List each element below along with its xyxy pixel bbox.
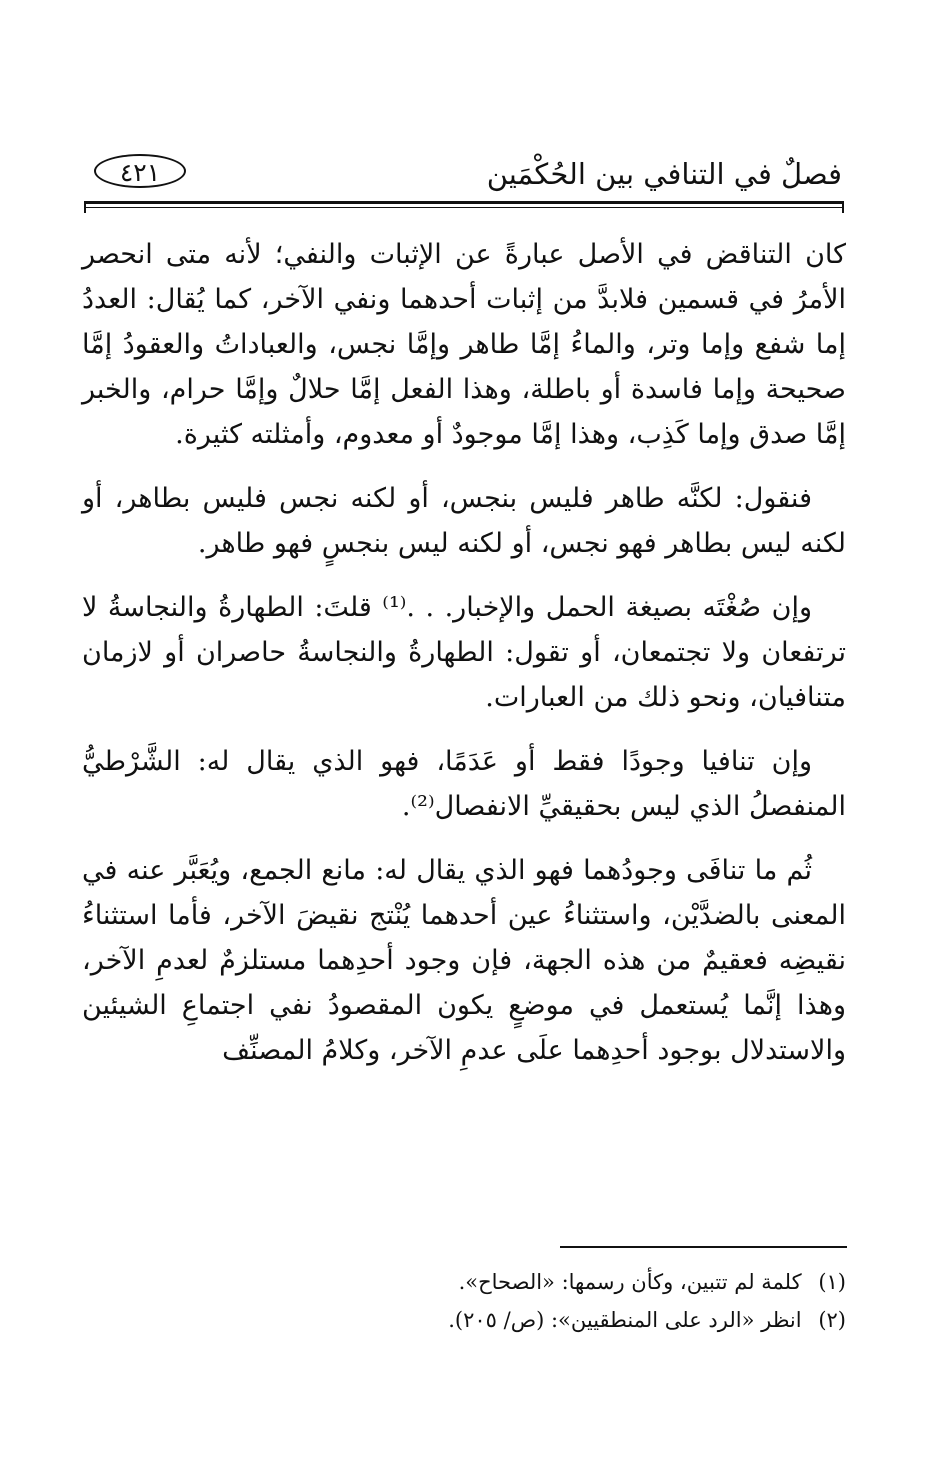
header-divider-end-right xyxy=(842,201,844,213)
header-divider-end-left xyxy=(84,201,86,213)
footnote-separator xyxy=(560,1246,847,1248)
footnote-text: كلمة لم تتبين، وكأن رسمها: «الصحاح». xyxy=(458,1270,802,1294)
paragraph: وإن صُغْتَه بصيغة الحمل والإخبار. . .⁽¹⁾ قلتَ: الطهارةُ والنجاسةُ لا ترتفعان ولا تجتمعان، أو تقول: الطهارةُ والنجاسةُ حاصران أو لازمان متنافيان، ونحو ذلك من العبارات. xyxy=(82,592,846,713)
footnote-number: (١) xyxy=(818,1270,846,1294)
main-text xyxy=(82,232,846,1073)
footnote xyxy=(82,1301,846,1339)
header-divider-thin xyxy=(86,207,842,208)
paragraph: فنقول: لكنَّه طاهر فليس بنجس، أو لكنه نجس فليس بطاهر، أو لكنه ليس بطاهر فهو نجس، أو لكنه ليس بنجسٍ فهو طاهر. xyxy=(82,483,846,559)
page-header xyxy=(86,150,842,202)
paragraph: كان التناقض في الأصل عبارةً عن الإثبات والنفي؛ لأنه متى انحصر الأمرُ في قسمين فلابدَّ من إثبات أحدهما ونفي الآخر، كما يُقال: العددُ إما شفع وإما وتر، والماءُ إمَّا طاهر وإمَّا نجس، والعباداتُ والعقودُ إمَّا صحيحة وإما فاسدة أو باطلة، وهذا الفعل إمَّا حلالٌ وإمَّا حرام، والخبر إمَّا صدق وإما كَذِب، وهذا إمَّا موجودٌ أو معدوم، وأمثلته كثيرة. xyxy=(82,239,846,450)
footnote xyxy=(82,1263,846,1301)
paragraph: ثُم ما تنافَى وجودُهما فهو الذي يقال له: مانع الجمع، ويُعَبَّر عنه في المعنى بالضدَّيْن، واستثناءُ عين أحدهما يُنْتج نقيضَ الآخر، فأما استثناءُ نقيضِه فعقيمٌ من هذه الجهة، فإن وجود أحدِهما مستلزمٌ لعدمِ الآخر، وهذا إنَّما يُستعمل في موضعٍ يكون المقصودُ نفي اجتماعِ الشيئين والاستدلال بوجود أحدِهما علَى عدمِ الآخر، وكلامُ المصنِّف xyxy=(82,855,846,1066)
footnote-number: (٢) xyxy=(818,1308,846,1332)
running-title: فصلٌ في التنافي بين الحُكْمَين xyxy=(486,157,842,191)
footnotes xyxy=(82,1263,846,1339)
page-number: ٤٢١ xyxy=(94,154,186,188)
paragraph: وإن تنافيا وجودًا فقط أو عَدَمًا، فهو الذي يقال له: الشَّرْطيُّ المنفصلُ الذي ليس بحقيقيِّ الانفصال⁽²⁾. xyxy=(82,746,846,822)
footnote-text: انظر «الرد على المنطقيين»: (ص/ ٢٠٥). xyxy=(448,1308,802,1332)
header-divider xyxy=(86,201,842,204)
